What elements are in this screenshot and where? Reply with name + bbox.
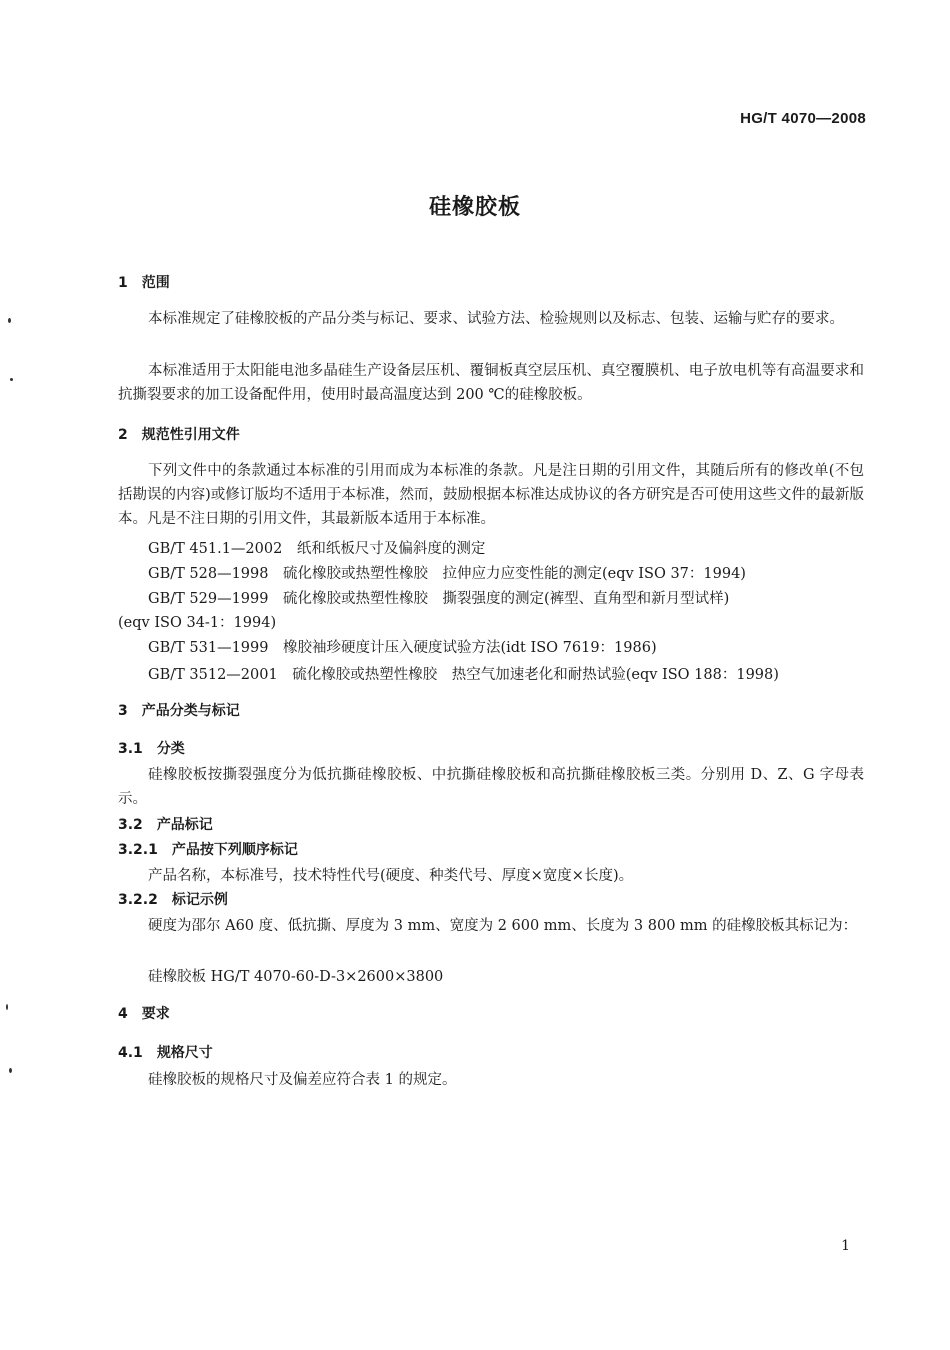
standard-number: HG/T 4070—2008 <box>740 110 866 127</box>
reference-item: GB/T 3512—2001 硫化橡胶或热塑性橡胶 热空气加速老化和耐热试验(eqv ISO 188：1998) <box>148 667 779 683</box>
marking-example: 硅橡胶板 HG/T 4070-60-D-3×2600×3800 <box>148 969 444 985</box>
reference-item: GB/T 529—1999 硫化橡胶或热塑性橡胶 撕裂强度的测定(裤型、直角型和新月型试样) <box>148 591 730 607</box>
section-number: 4.1 <box>118 1045 143 1061</box>
section-title: 产品标记 <box>156 817 213 833</box>
reference-item: GB/T 451.1—2002 纸和纸板尺寸及偏斜度的测定 <box>148 541 486 557</box>
section-title: 产品分类与标记 <box>141 703 240 719</box>
section-title: 要求 <box>141 1006 170 1022</box>
section-title: 标记示例 <box>171 892 228 908</box>
section-number: 3.2.1 <box>118 842 158 858</box>
paragraph: 本标准适用于太阳能电池多晶硅生产设备层压机、覆铜板真空层压机、真空覆膜机、电子放电机等有高温要求和抗撕裂要求的加工设备配件用，使用时最高温度达到 200 ℃的硅橡胶板。 <box>118 363 864 403</box>
section-number: 4 <box>118 1006 128 1022</box>
section-number: 2 <box>118 427 128 443</box>
subsection-3-2-1-heading <box>118 839 298 859</box>
section-3-heading <box>118 700 240 720</box>
section-title: 分类 <box>156 741 185 757</box>
section-number: 3.2.2 <box>118 892 158 908</box>
section-number: 3 <box>118 703 128 719</box>
paragraph: 硅橡胶板按撕裂强度分为低抗撕硅橡胶板、中抗撕硅橡胶板和高抗撕硅橡胶板三类。分别用 D、Z、G 字母表示。 <box>118 767 864 807</box>
section-number: 3.1 <box>118 741 143 757</box>
scan-speck <box>10 378 13 381</box>
section-number: 3.2 <box>118 817 143 833</box>
reference-item: GB/T 531—1999 橡胶袖珍硬度计压入硬度试验方法(idt ISO 7619：1986) <box>148 640 657 656</box>
subsection-3-2-heading <box>118 814 213 834</box>
section-title: 规范性引用文件 <box>141 427 240 443</box>
paragraph: 下列文件中的条款通过本标准的引用而成为本标准的条款。凡是注日期的引用文件，其随后所有的修改单(不包括勘误的内容)或修订版均不适用于本标准，然而，鼓励根据本标准达成协议的各方研究是否可使用这些文件的最新版本。凡是不注日期的引用文件，其最新版本适用于本标准。 <box>118 463 864 527</box>
scan-speck <box>9 1068 12 1073</box>
section-4-heading <box>118 1003 170 1023</box>
paragraph: 产品名称，本标准号，技术特性代号(硬度、种类代号、厚度×宽度×长度)。 <box>148 868 634 884</box>
paragraph: 硬度为邵尔 A60 度、低抗撕、厚度为 3 mm、宽度为 2 600 mm、长度为 3 800 mm 的硅橡胶板其标记为： <box>148 918 858 934</box>
section-1-heading <box>118 272 170 292</box>
scan-speck <box>6 1004 8 1010</box>
section-number: 1 <box>118 275 128 291</box>
reference-item: GB/T 528—1998 硫化橡胶或热塑性橡胶 拉伸应力应变性能的测定(eqv ISO 37：1994) <box>148 566 746 582</box>
paragraph: 本标准规定了硅橡胶板的产品分类与标记、要求、试验方法、检验规则以及标志、包装、运输与贮存的要求。 <box>148 311 844 327</box>
subsection-3-2-2-heading <box>118 889 228 909</box>
paragraph: 硅橡胶板的规格尺寸及偏差应符合表 1 的规定。 <box>148 1072 457 1088</box>
section-title: 范围 <box>141 275 170 291</box>
scan-speck <box>8 318 11 323</box>
section-title: 产品按下列顺序标记 <box>171 842 298 858</box>
subsection-3-1-heading <box>118 738 185 758</box>
reference-item-continuation: (eqv ISO 34-1：1994) <box>118 615 277 631</box>
section-title: 规格尺寸 <box>156 1045 213 1061</box>
section-2-heading <box>118 424 240 444</box>
document-title: 硅橡胶板 <box>428 195 521 220</box>
page-number: 1 <box>841 1238 850 1254</box>
subsection-4-1-heading <box>118 1042 213 1062</box>
